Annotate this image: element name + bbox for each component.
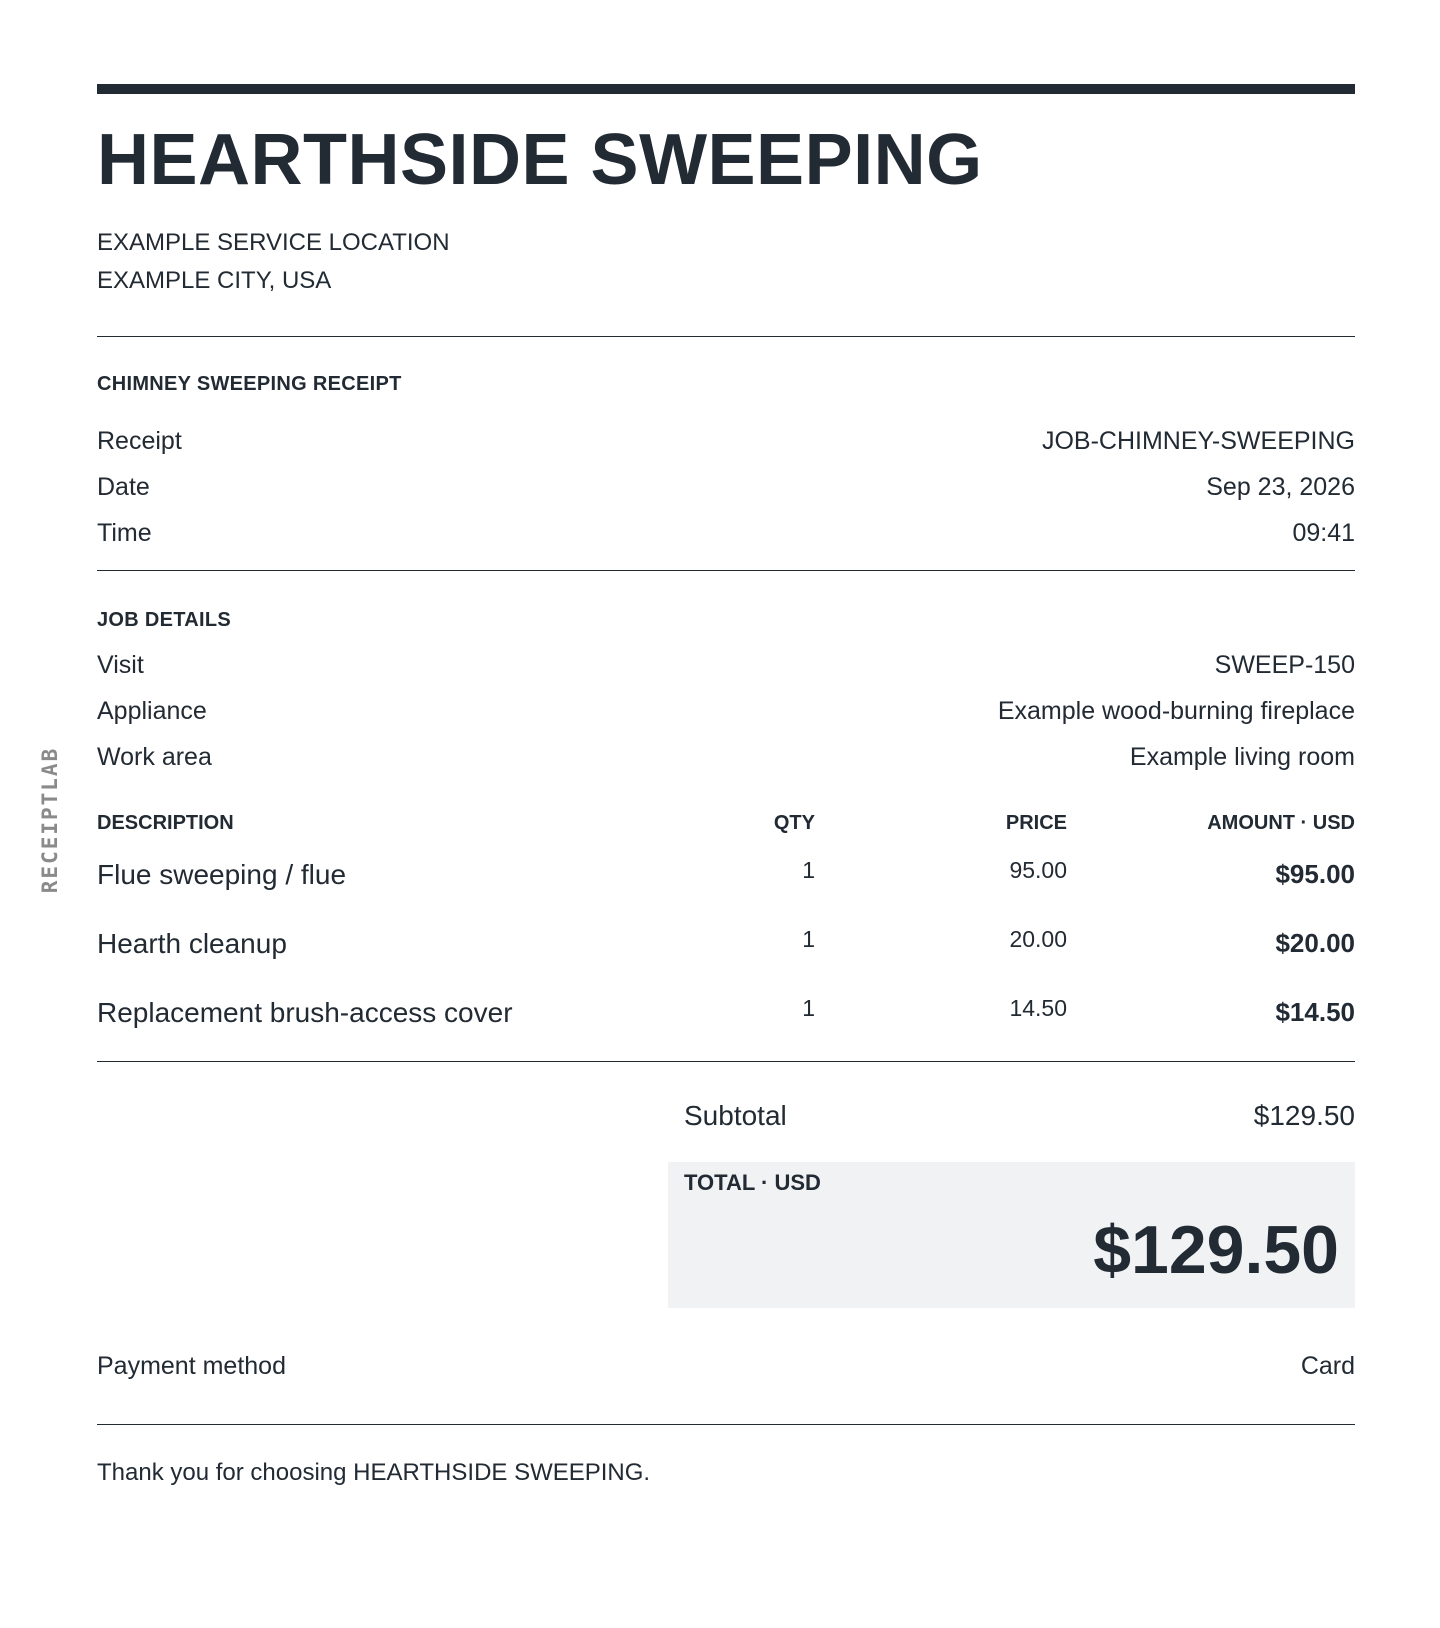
receipt <box>97 84 1355 1487</box>
divider <box>97 1061 1355 1062</box>
top-bar <box>97 84 1355 94</box>
line-item <box>97 978 1355 1047</box>
meta-row-date <box>97 464 1355 510</box>
job-label: Work area <box>97 742 212 771</box>
total-box <box>668 1162 1355 1308</box>
meta-row-time <box>97 510 1355 556</box>
line-item <box>97 909 1355 978</box>
item-qty: 1 <box>802 995 815 1021</box>
job-value: SWEEP-150 <box>1214 650 1355 679</box>
header-price: PRICE <box>1005 811 1067 834</box>
job-details <box>97 609 1355 780</box>
receipt-meta <box>97 373 1355 571</box>
subtotal-row <box>684 1100 1355 1132</box>
subtotal-label: Subtotal <box>684 1100 787 1131</box>
item-amount: $20.00 <box>1275 928 1355 958</box>
meta-row-receipt <box>97 418 1355 464</box>
item-qty: 1 <box>802 926 815 952</box>
item-price: 20.00 <box>1009 926 1067 952</box>
item-price: 95.00 <box>1009 857 1067 883</box>
item-description: Flue sweeping / flue <box>97 858 347 890</box>
payment-label: Payment method <box>97 1351 286 1380</box>
job-row-visit <box>97 642 1355 688</box>
item-price: 14.50 <box>1009 995 1067 1021</box>
line-items <box>97 806 1355 1062</box>
job-row-appliance <box>97 688 1355 734</box>
line-items-header <box>97 806 1355 840</box>
item-amount: $14.50 <box>1275 997 1355 1027</box>
header-description: DESCRIPTION <box>97 811 234 834</box>
job-label: Appliance <box>97 696 207 725</box>
totals <box>684 1100 1355 1308</box>
item-qty: 1 <box>802 857 815 883</box>
header-qty: QTY <box>773 811 815 834</box>
meta-value: 09:41 <box>1292 518 1355 547</box>
item-description: Replacement brush-access cover <box>97 996 513 1028</box>
job-value: Example living room <box>1129 742 1355 771</box>
total-amount: $129.50 <box>1093 1212 1339 1288</box>
meta-label: Receipt <box>97 426 182 455</box>
payment-row <box>97 1346 1355 1386</box>
address-line-2: EXAMPLE CITY, USA <box>97 267 332 294</box>
job-value: Example wood-burning fireplace <box>997 696 1355 725</box>
business-name: HEARTHSIDE SWEEPING <box>97 120 983 200</box>
business-address <box>97 224 1355 300</box>
side-watermark: RECEIPTLAB <box>38 746 62 894</box>
subtotal-value: $129.50 <box>1253 1100 1355 1131</box>
meta-value: JOB-CHIMNEY-SWEEPING <box>1041 426 1355 455</box>
line-item <box>97 840 1355 909</box>
payment-value: Card <box>1300 1351 1355 1380</box>
divider <box>97 570 1355 571</box>
meta-label: Time <box>97 518 152 547</box>
meta-label: Date <box>97 472 150 501</box>
divider <box>97 336 1355 337</box>
job-details-title: JOB DETAILS <box>97 609 232 631</box>
divider <box>97 1424 1355 1425</box>
item-amount: $95.00 <box>1275 859 1355 889</box>
job-row-work-area <box>97 734 1355 780</box>
meta-value: Sep 23, 2026 <box>1206 472 1355 501</box>
job-label: Visit <box>97 650 144 679</box>
total-label: TOTAL · USD <box>684 1170 821 1195</box>
receipt-title: CHIMNEY SWEEPING RECEIPT <box>97 373 402 395</box>
address-line-1: EXAMPLE SERVICE LOCATION <box>97 229 450 256</box>
item-description: Hearth cleanup <box>97 927 287 959</box>
thank-you-note: Thank you for choosing HEARTHSIDE SWEEPING. <box>97 1459 651 1486</box>
header-amount: AMOUNT · USD <box>1207 811 1355 834</box>
